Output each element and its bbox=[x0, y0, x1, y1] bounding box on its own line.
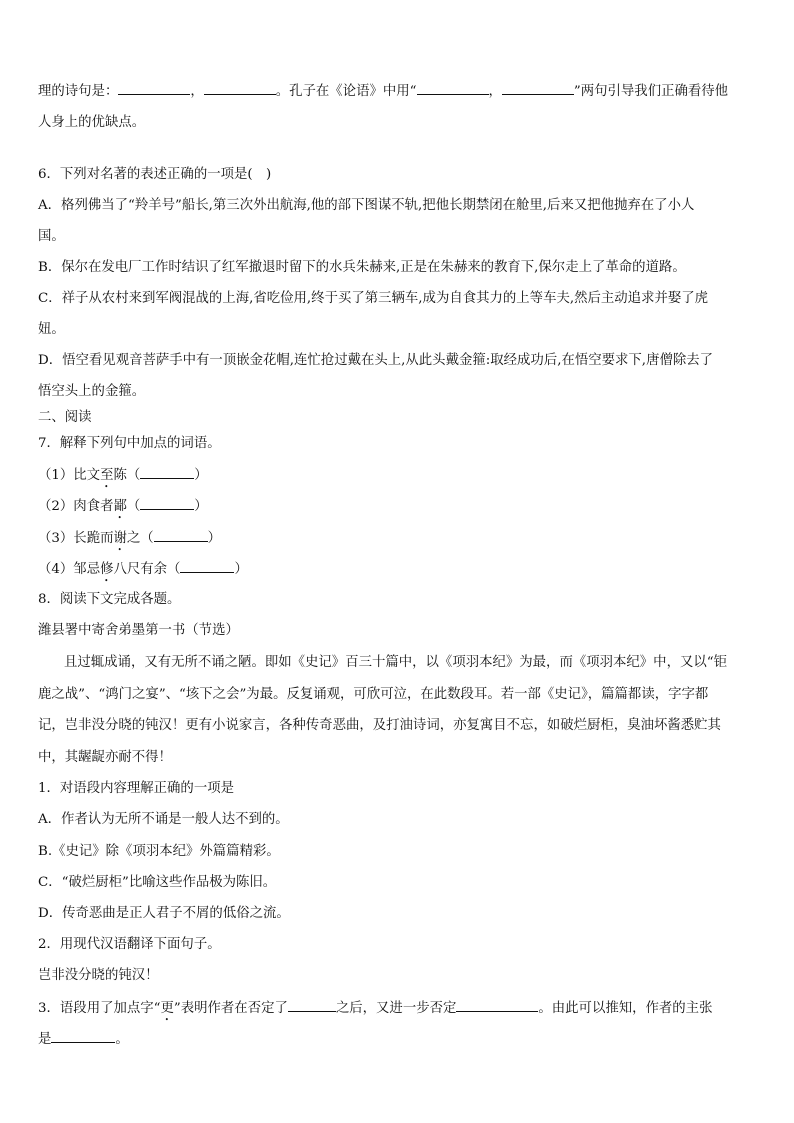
q6-stem: 6．下列对名著的表述正确的一项是( ) bbox=[38, 167, 272, 182]
answer-blank[interactable] bbox=[456, 999, 538, 1012]
subq3-line1: 3．语段用了加点字“更”表明作者在否定了 之后，又进一步否定 。由此可以推知，作者的主张 bbox=[38, 1001, 713, 1016]
subq1-stem: 1．对语段内容理解正确的一项是 bbox=[38, 781, 234, 796]
subq2-sentence: 岂非没分晓的钝汉！ bbox=[38, 968, 159, 983]
section-heading: 二、阅读 bbox=[38, 410, 92, 425]
subq1-option-d: D．传奇恶曲是正人君子不屑的低俗之流。 bbox=[38, 906, 290, 921]
passage-line: 记，岂非没分晓的钝汉！更有小说家言，各种传奇恶曲，及打油诗词，亦复寓目不忘，如破烂厨柜，臭油坏酱悉贮其 bbox=[38, 718, 721, 733]
passage-line: 且过辄成诵，又有无所不诵之陋。即如《史记》百三十篇中，以《项羽本纪》为最，而《项羽本纪》中，又以“钜 bbox=[64, 655, 727, 670]
answer-blank[interactable] bbox=[180, 560, 234, 573]
dotted-char: 修 bbox=[100, 562, 114, 577]
answer-blank[interactable] bbox=[118, 82, 190, 95]
subq3-line2: 是 。 bbox=[38, 1032, 129, 1047]
dotted-char: 更 bbox=[160, 1001, 174, 1016]
answer-blank[interactable] bbox=[140, 497, 194, 510]
dotted-char: 至 bbox=[100, 468, 114, 483]
q6-option-c-line1: C．祥子从农村来到军阀混战的上海,省吃俭用,终于买了第三辆车,成为自食其力的上等车夫,然后主动追求并娶了虎 bbox=[38, 291, 709, 306]
q5-tail-line1: 理的诗句是： ， 。孔子在《论语》中用“ ， ”两句引导我们正确看待他 bbox=[38, 84, 729, 99]
q6-option-a-line1: A．格列佛当了“羚羊号”船长,第三次外出航海,他的部下图谋不轨,把他长期禁闭在舱里,后来又把他抛弃在了小人 bbox=[38, 198, 695, 213]
passage-line: 中，其龌龊亦耐不得！ bbox=[38, 750, 172, 765]
answer-blank[interactable] bbox=[51, 1030, 115, 1043]
q8-stem: 8．阅读下文完成各题。 bbox=[38, 592, 181, 607]
q7-item: （1）比文至陈（ ） bbox=[38, 468, 208, 483]
subq2-stem: 2．用现代汉语翻译下面句子。 bbox=[38, 937, 221, 952]
answer-blank[interactable] bbox=[502, 82, 574, 95]
q6-option-d-line2: 悟空头上的金箍。 bbox=[38, 384, 146, 399]
q6-option-b: B．保尔在发电厂工作时结识了红军撤退时留下的水兵朱赫来,正是在朱赫来的教育下,保尔走上了革命的道路。 bbox=[38, 260, 686, 275]
passage-line: 鹿之战”、“鸿门之宴”、“垓下之会”为最。反复诵观，可欣可泣，在此数段耳。若一部《史记》，篇篇都读，字字都 bbox=[38, 687, 709, 702]
dotted-char: 谢 bbox=[113, 531, 127, 546]
dotted-char: 鄙 bbox=[113, 499, 127, 514]
subq1-option-a: A．作者认为无所不诵是一般人达不到的。 bbox=[38, 812, 289, 827]
q7-item: （2）肉食者鄙（ ） bbox=[38, 499, 208, 514]
subq1-option-b: B.《史记》除《项羽本纪》外篇篇精彩。 bbox=[38, 844, 280, 859]
q7-item: （3）长跪而谢之（ ） bbox=[38, 531, 222, 546]
q6-option-a-line2: 国。 bbox=[38, 229, 65, 244]
q7-stem: 7．解释下列句中加点的词语。 bbox=[38, 436, 221, 451]
answer-blank[interactable] bbox=[417, 82, 489, 95]
q6-option-c-line2: 妞。 bbox=[38, 322, 65, 337]
q7-item: （4）邹忌修八尺有余（ ） bbox=[38, 562, 248, 577]
passage-title: 潍县署中寄舍弟墨第一书（节选） bbox=[38, 623, 239, 638]
q5-tail-line2: 人身上的优缺点。 bbox=[38, 115, 146, 130]
q6-option-d-line1: D．悟空看见观音菩萨手中有一顶嵌金花帽,连忙抢过戴在头上,从此头戴金箍:取经成功后,在悟空要求下,唐僧除去了 bbox=[38, 353, 714, 368]
answer-blank[interactable] bbox=[288, 999, 336, 1012]
answer-blank[interactable] bbox=[204, 82, 276, 95]
answer-blank[interactable] bbox=[140, 466, 194, 479]
answer-blank[interactable] bbox=[154, 529, 208, 542]
subq1-option-c: C．“破烂厨柜”比喻这些作品极为陈旧。 bbox=[38, 875, 277, 890]
